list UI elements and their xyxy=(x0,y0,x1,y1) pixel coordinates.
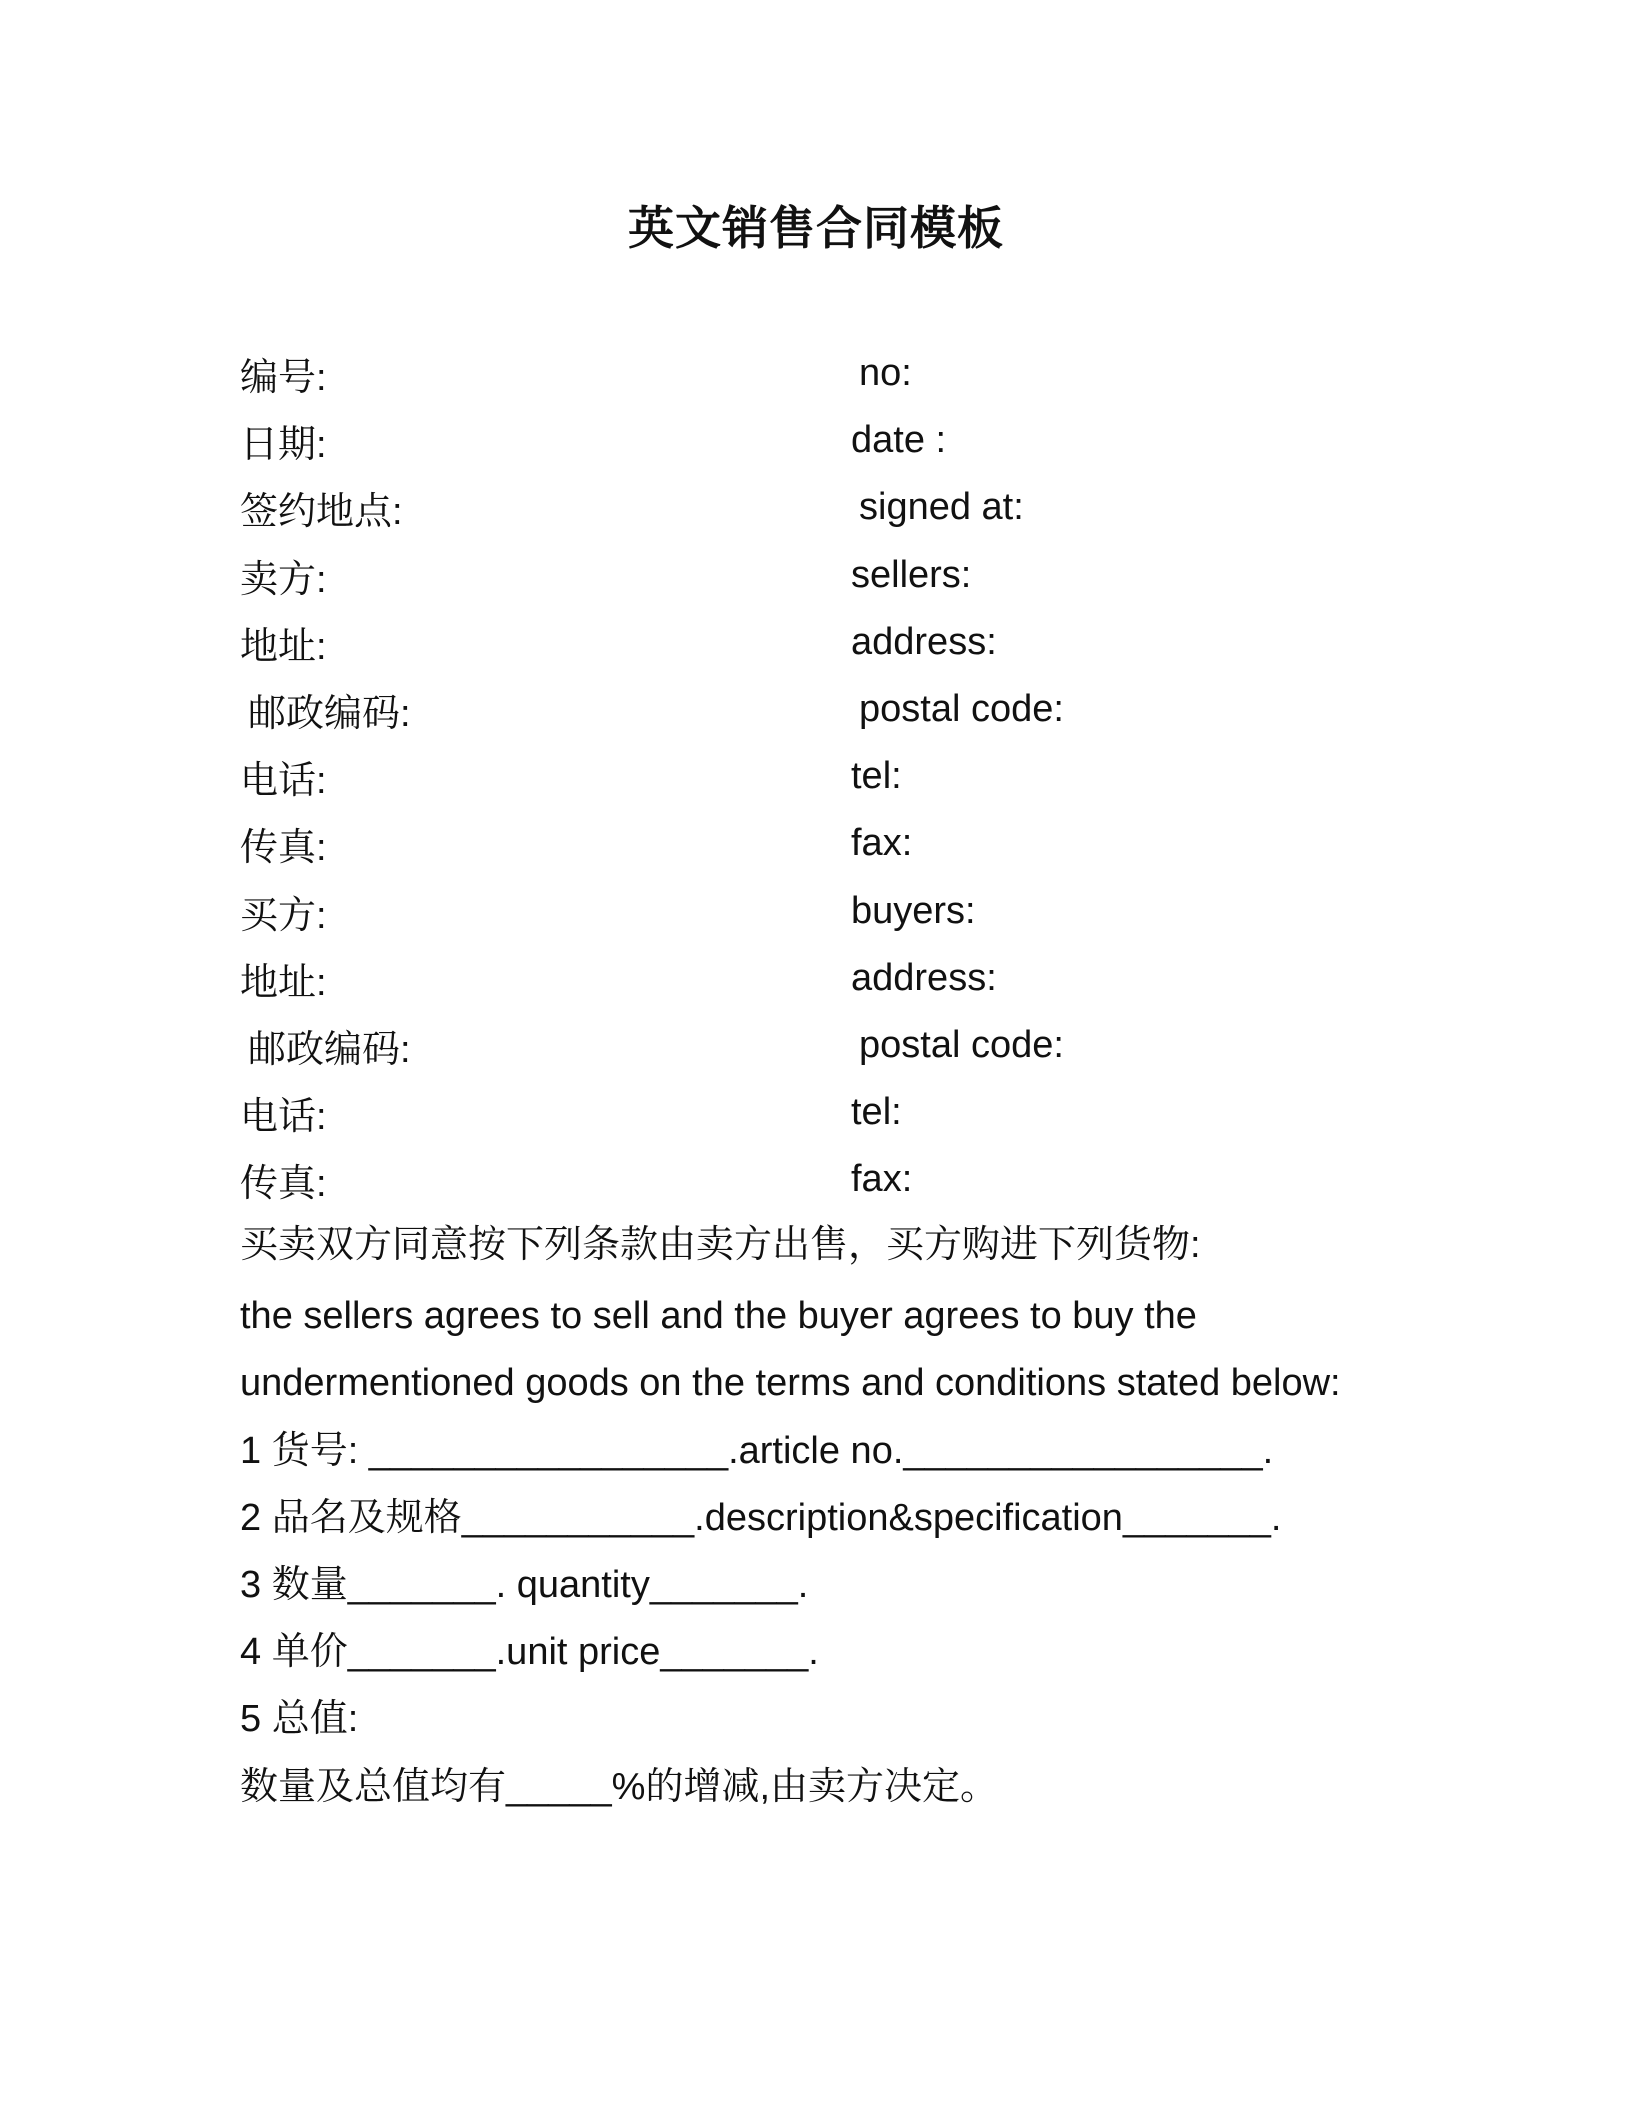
document-title: 英文销售合同模板 xyxy=(628,202,1004,254)
field-label-cn: 签约地点: xyxy=(240,491,403,534)
item-article-no: 1 货号: _________________.article no._________________. xyxy=(240,1429,1274,1472)
field-label-en: tel: xyxy=(851,755,902,798)
item-total-value: 5 总值: xyxy=(240,1698,359,1741)
field-row-buyer-postal-code xyxy=(240,1012,1440,1079)
field-label-en: address: xyxy=(851,620,997,663)
field-label-cn: 邮政编码: xyxy=(248,1028,411,1071)
field-label-en: tel: xyxy=(851,1091,902,1134)
field-label-cn: 地址: xyxy=(240,625,327,668)
field-label-cn: 传真: xyxy=(240,1163,327,1206)
agreement-cn: 买卖双方同意按下列条款由卖方出售，买方购进下列货物: xyxy=(240,1224,1201,1266)
agreement-en: the sellers agrees to sell and the buyer agrees to buy the undermentioned goods on the terms and conditions stated below: xyxy=(240,1295,1341,1405)
item-quantity: 3 数量_______. quantity_______. xyxy=(240,1563,809,1606)
contract-fields xyxy=(240,340,1440,1213)
field-label-cn: 传真: xyxy=(240,827,327,870)
field-row-buyer-address xyxy=(240,945,1440,1012)
field-row-date xyxy=(240,407,1440,474)
field-label-en: signed at: xyxy=(859,486,1024,529)
field-row-seller-tel xyxy=(240,743,1440,810)
field-label-cn: 邮政编码: xyxy=(248,693,411,736)
field-row-buyer-tel xyxy=(240,1079,1440,1146)
field-row-buyers xyxy=(240,878,1440,945)
field-label-cn: 卖方: xyxy=(240,558,327,601)
field-row-signed-at xyxy=(240,474,1440,541)
item-unit-price: 4 单价_______.unit price_______. xyxy=(240,1631,819,1674)
field-label-cn: 编号: xyxy=(240,357,327,400)
field-row-seller-fax xyxy=(240,810,1440,877)
field-label-en: postal code: xyxy=(859,1023,1064,1066)
field-label-en: postal code: xyxy=(859,688,1064,731)
item-description: 2 品名及规格___________.description&specification_______. xyxy=(240,1496,1282,1539)
field-label-en: buyers: xyxy=(851,889,976,932)
field-label-cn: 日期: xyxy=(240,424,327,467)
field-row-seller-postal-code xyxy=(240,676,1440,743)
field-label-cn: 地址: xyxy=(240,961,327,1004)
field-row-seller-address xyxy=(240,609,1440,676)
field-label-en: address: xyxy=(851,956,997,999)
contract-body xyxy=(240,1212,1370,1821)
field-label-cn: 电话: xyxy=(240,1096,327,1139)
field-label-en: fax: xyxy=(851,822,913,865)
field-label-cn: 电话: xyxy=(240,760,327,803)
field-label-en: no: xyxy=(859,352,912,395)
closing-clause: 数量及总值均有_____%的增减,由卖方决定。 xyxy=(240,1765,999,1808)
field-row-no xyxy=(240,340,1440,407)
field-label-cn: 买方: xyxy=(240,894,327,937)
field-label-en: sellers: xyxy=(851,553,972,596)
field-label-en: fax: xyxy=(851,1158,913,1201)
field-label-en: date : xyxy=(851,419,947,462)
field-row-sellers xyxy=(240,542,1440,609)
field-row-buyer-fax xyxy=(240,1146,1440,1213)
